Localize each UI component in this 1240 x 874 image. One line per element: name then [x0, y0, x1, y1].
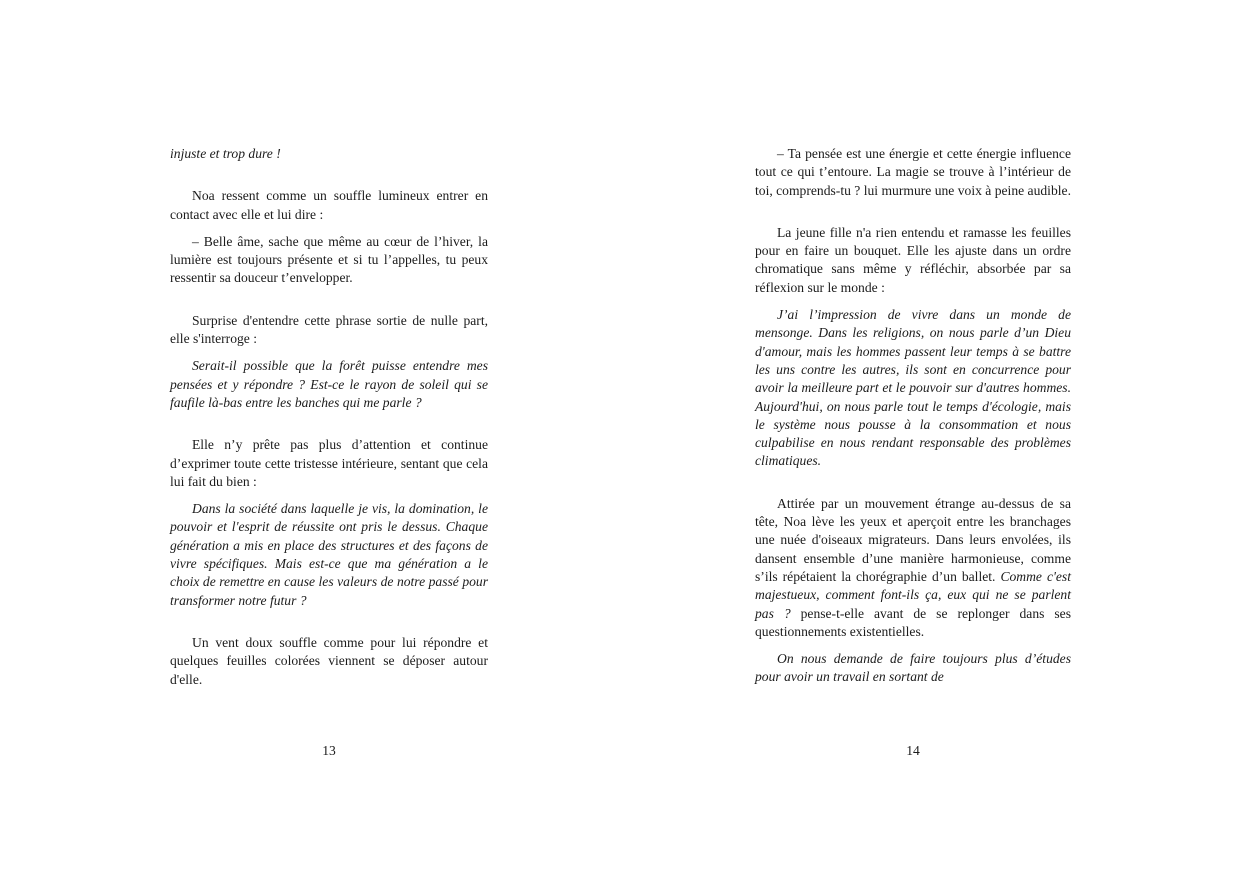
paragraph-narration: Surprise d'entendre cette phrase sortie de nulle part, elle s'interroge :: [170, 312, 488, 347]
paragraph-inner-monologue: Dans la société dans laquelle je vis, la domination, le pouvoir et l'esprit de réussite ont pris le dessus. Chaque génération a mis en place des structures et des façons de vivre spécifiques. Mais est-ce que ma génération a le choix de remettre en cause les valeurs de notre passé pour transformer notre futur ?: [170, 501, 488, 608]
page-number-left: 13: [322, 743, 336, 758]
paragraph-narration: Elle n’y prête pas plus d’attention et continue d’exprimer toute cette tristesse intérieure, sentant que cela lui fait du bien :: [170, 437, 488, 489]
paragraph-segment-italic: Comme c'est majestueux, comment font-ils ça, eux qui ne se parlent pas ?: [755, 568, 1071, 621]
left-page-text-column: [170, 145, 488, 689]
paragraph-dialogue: – Ta pensée est une énergie et cette énergie influence tout ce qui t’entoure. La magie se trouve à l’intérieur de toi, comprends-tu ? lui murmure une voix à peine audible.: [755, 146, 1071, 198]
paragraph-narration: La jeune fille n'a rien entendu et ramasse les feuilles pour en faire un bouquet. Elle les ajuste dans un ordre chromatique sans même y réfléchir, absorbée par sa réflexion sur le monde :: [755, 224, 1071, 295]
paragraph-inner-monologue: Serait-il possible que la forêt puisse entendre mes pensées et y répondre ? Est-ce le rayon de soleil qui se faufile là-bas entre les banches qui me parle ?: [170, 358, 488, 410]
paragraph-segment-roman: Attirée par un mouvement étrange au-dessus de sa tête, Noa lève les yeux et aperçoit entre les branchages une nuée d'oiseaux migrateurs. Dans leurs envolées, ils dansent ensemble d’une manière harmonieuse, comme s’ils répétaient la chorégraphie d’un ballet.: [755, 495, 1071, 584]
right-page-text-column: [755, 145, 1071, 687]
paragraph-segment-roman: pense-t-elle avant de se replonger dans ses questionnements existentielles.: [755, 605, 1071, 639]
paragraph-narration: Noa ressent comme un souffle lumineux entrer en contact avec elle et lui dire :: [170, 188, 488, 222]
paragraph-inner-monologue: J’ai l’impression de vivre dans un monde de mensonge. Dans les religions, on nous parle d’un Dieu d'amour, mais les hommes passent leur temps à se battre les uns contre les autres, ils sont en concurrence pour avoir la meilleure part et le pouvoir sur d'autres hommes. Aujourd'hui, on nous parle tout le temps d'écologie, mais le système nous pousse à la consommation et nous culpabilise en nous rendant responsable des problèmes climatiques.: [755, 307, 1071, 469]
paragraph-narration-mixed: [755, 495, 1071, 641]
page-number-right: 14: [906, 743, 920, 758]
paragraph-carryover-italic: injuste et trop dure !: [170, 146, 281, 161]
paragraph-inner-monologue: On nous demande de faire toujours plus d’études pour avoir un travail en sortant de: [755, 651, 1071, 685]
paragraph-narration: Un vent doux souffle comme pour lui répondre et quelques feuilles colorées viennent se déposer autour d'elle.: [170, 634, 488, 687]
paragraph-dialogue: – Belle âme, sache que même au cœur de l’hiver, la lumière est toujours présente et si tu l’appelles, tu peux ressentir sa douceur t’envelopper.: [170, 233, 488, 286]
